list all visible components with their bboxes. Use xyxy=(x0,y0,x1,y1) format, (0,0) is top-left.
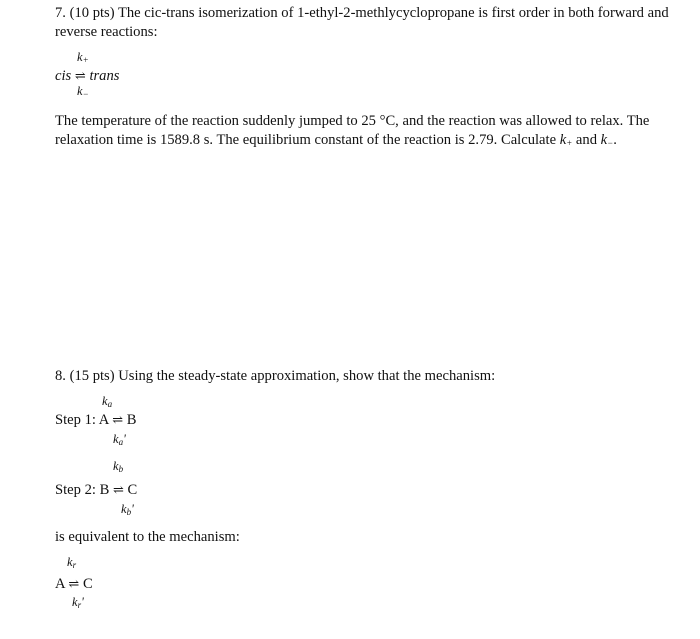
q7-line2: reverse reactions: xyxy=(55,24,158,40)
step1-k-reverse: $k_a'$ xyxy=(113,432,126,447)
step2-product: C xyxy=(127,482,138,498)
q7-reactant: cis xyxy=(55,68,72,84)
q7-product: trans xyxy=(89,68,120,84)
step1-equation xyxy=(55,410,136,430)
step1-label: Step 1: A xyxy=(55,412,109,428)
equilibrium-arrow-icon: ⇌ xyxy=(112,412,124,427)
q7-equation xyxy=(55,66,119,86)
equilibrium-arrow-icon: ⇌ xyxy=(68,576,80,591)
overall-k-reverse: $k_r'$ xyxy=(72,595,84,610)
q7-k-forward: $k_+$ xyxy=(77,50,89,65)
overall-product: C xyxy=(82,576,93,592)
overall-equation xyxy=(55,574,93,594)
step1-product: B xyxy=(126,412,137,428)
step2-k-reverse: $k_b'$ xyxy=(121,502,134,517)
q7-k-reverse: $k_-$ xyxy=(77,84,89,99)
overall-reactant: A xyxy=(55,576,65,592)
q7-para-line1: The temperature of the reaction suddenly jumped to 25 °C, and the reaction was allowed to relax. The xyxy=(55,113,650,129)
q8-equiv: is equivalent to the mechanism: xyxy=(55,529,240,545)
equilibrium-arrow-icon: ⇌ xyxy=(74,68,86,83)
q8-intro: 8. (15 pts) Using the steady-state approximation, show that the mechanism: xyxy=(55,368,496,384)
equilibrium-arrow-icon: ⇌ xyxy=(112,482,124,497)
step1-k-forward: $k_a$ xyxy=(102,394,113,409)
step2-label: Step 2: B xyxy=(55,482,110,498)
overall-k-forward: $k_r$ xyxy=(67,555,77,570)
q7-line1: 7. (10 pts) The cic-trans isomerization of 1-ethyl-2-methlycyclopropane is first order in both forward and xyxy=(55,5,669,21)
step2-equation xyxy=(55,480,137,500)
q7-para-line2: relaxation time is 1589.8 s. The equilibrium constant of the reaction is 2.79. Calculate $k_+$ and $k_-$. xyxy=(55,132,617,148)
step2-k-forward: $k_b$ xyxy=(113,459,124,474)
